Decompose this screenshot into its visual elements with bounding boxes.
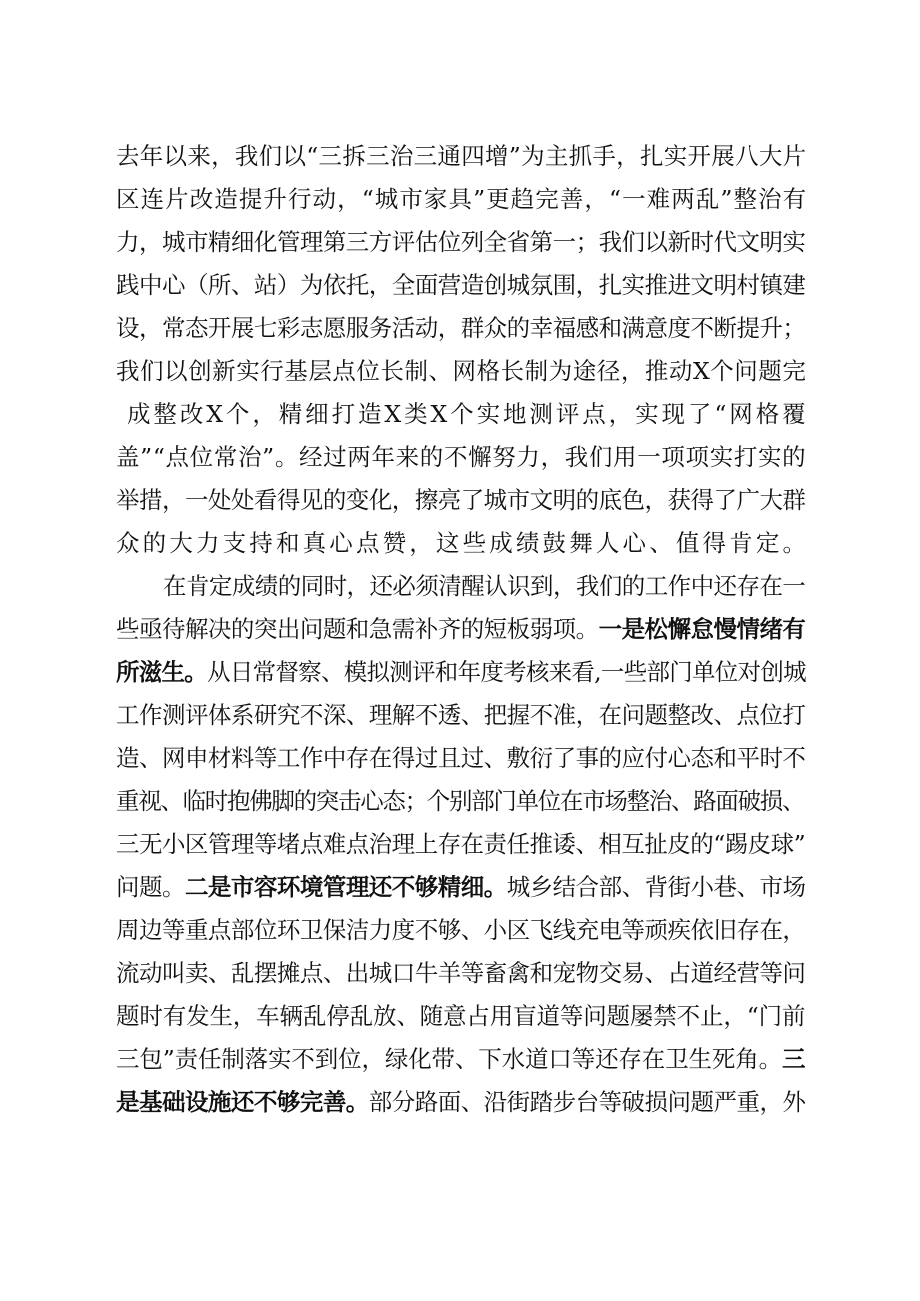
paragraph-1-line-1: 去年以来，我们以“三拆三治三通四增”为主抓手，扎实开展八大片 <box>116 142 807 170</box>
paragraph-1-line-8: 盖”“点位常治”。经过两年来的不懈努力，我们用一项项实打实的 <box>116 443 807 471</box>
paragraph-1-line-2: 区连片改造提升行动，“城市家具”更趋完善，“一难两乱”整治有 <box>116 185 808 213</box>
bold-heading-one-end: 所滋生。 <box>116 658 208 686</box>
text-run: 三包”责任制落实不到位，绿化带、下水道口等还存在卫生死角。 <box>116 1045 782 1073</box>
paragraph-2-line-6: 重视、临时抱佛脚的突击心态；个别部门单位在市场整治、路面破损、 <box>116 787 805 815</box>
paragraph-2-line-4: 工作测评体系研究不深、理解不透、把握不准，在问题整改、点位打 <box>116 701 806 729</box>
paragraph-2-line-2 <box>116 608 805 651</box>
paragraph-1-line-3: 力，城市精细化管理第三方评估位列全省第一；我们以新时代文明实 <box>116 228 806 256</box>
paragraph-2-line-11: 题时有发生，车辆乱停乱放、随意占用盲道等问题屡禁不止，“门前 <box>116 1002 806 1030</box>
text-run: 部分路面、沿街踏步台等破损问题严重，外 <box>368 1088 806 1116</box>
text-run: 问题。 <box>116 873 185 901</box>
paragraph-2-line-9: 周边等重点部位环卫保洁力度不够、小区飞线充电等顽疾依旧存在， <box>116 916 806 944</box>
bold-heading-one: 一是松懈怠慢情绪有 <box>598 615 806 643</box>
paragraph-1-line-5: 设，常态开展七彩志愿服务活动，群众的幸福感和满意度不断提升； <box>116 314 806 342</box>
text-run: 从日常督察、模拟测评和年度考核来看,一些部门单位对创城 <box>207 658 806 686</box>
paragraph-2-line-12 <box>116 1038 805 1081</box>
paragraph-2-line-3 <box>116 651 806 694</box>
paragraph-2-line-5: 造、网申材料等工作中存在得过且过、敷衍了事的应付心态和平时不 <box>116 744 806 772</box>
paragraph-1-line-6: 我们以创新实行基层点位长制、网格长制为途径，推动X个问题完 <box>116 357 807 385</box>
paragraph-2-line-7: 三无小区管理等堵点难点治理上存在责任推诿、相互扯皮的“踢皮球” <box>116 830 806 858</box>
bold-heading-three-end: 是基础设施还不够完善。 <box>116 1088 369 1116</box>
paragraph-1-line-10: 众的大力支持和真心点赞，这些成绩鼓舞人心、值得肯定。 <box>116 529 810 557</box>
paragraph-1-line-4: 践中心（所、站）为依托，全面营造创城氛围，扎实推进文明村镇建 <box>116 271 806 299</box>
paragraph-2-line-1: 在肯定成绩的同时，还必须清醒认识到，我们的工作中还存在一 <box>163 572 806 600</box>
text-run: 城乡结合部、背街小巷、市场 <box>506 873 806 901</box>
text-run: 些亟待解决的突出问题和急需补齐的短板弱项。 <box>116 615 599 643</box>
bold-heading-three: 三 <box>781 1045 806 1073</box>
bold-heading-two: 二是市容环境管理还不够精细。 <box>184 873 507 901</box>
paragraph-2-line-8 <box>116 866 805 909</box>
paragraph-2-line-10: 流动叫卖、乱摆摊点、出城口牛羊等畜禽和宠物交易、占道经营等问 <box>116 959 806 987</box>
paragraph-1-line-9: 举措，一处处看得见的变化，擦亮了城市文明的底色，获得了广大群 <box>116 486 806 514</box>
paragraph-2-line-13 <box>116 1081 805 1124</box>
paragraph-1-line-7: 成整改X个，精细打造X类X个实地测评点，实现了“网格覆 <box>127 400 809 428</box>
